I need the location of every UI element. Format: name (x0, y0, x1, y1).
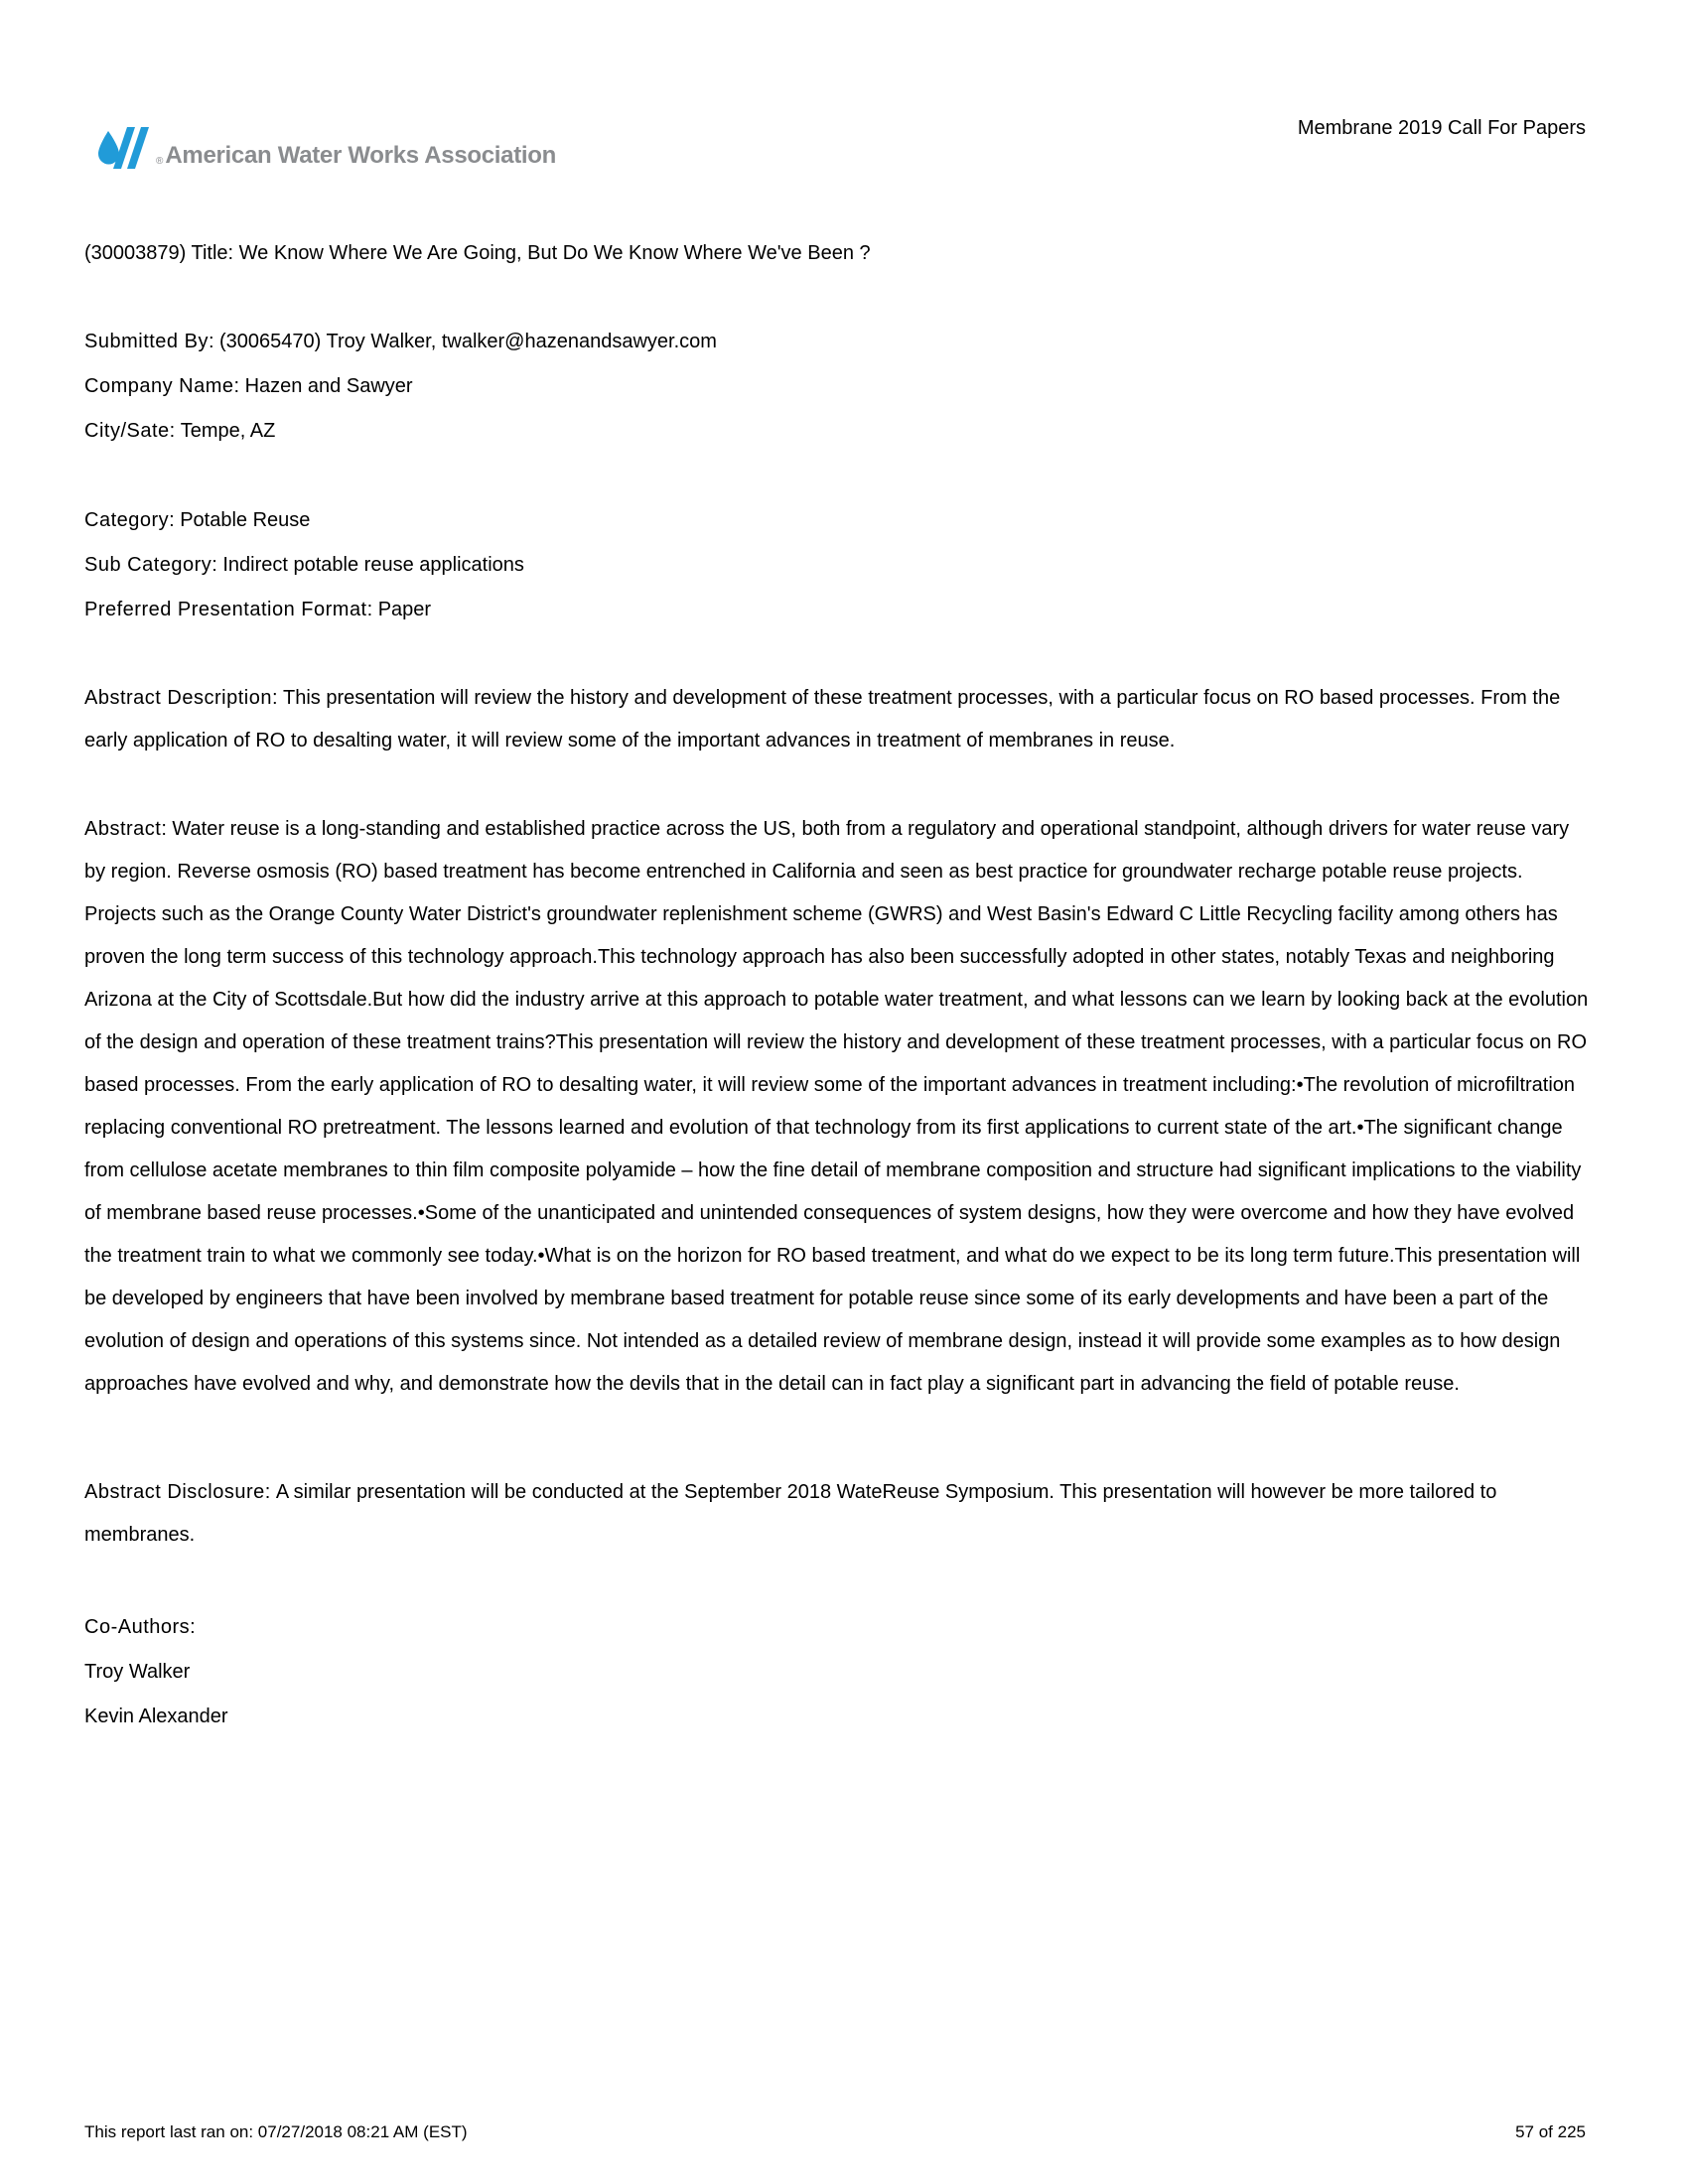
field-city-state (84, 409, 1589, 454)
co-authors-block (84, 1605, 1589, 1739)
abstract-text: Water reuse is a long-standing and established practice across the US, both from a regulatory and operational standpoint, although drivers for water reuse vary by region. Reverse osmosis (RO) based treatment has become entrenched in California and seen as best practice for groundwater recharge potable reuse projects. Projects such as the Orange County Water District's groundwater replenishment scheme (GWRS) and West Basin's Edward C Little Recycling facility among others has proven the long term success of this technology approach.This technology approach has also been successfully adopted in other states, notably Texas and neighboring Arizona at the City of Scottsdale.But how did the industry arrive at this approach to potable water treatment, and what lessons can we learn by looking back at the evolution of the design and operation of these treatment trains?This presentation will review the history and development of these treatment processes, with a particular focus on RO based processes. From the early application of RO to desalting water, it will review some of the important advances in treatment including:•The revolution of microfiltration replacing conventional RO pretreatment. The lessons learned and evolution of that technology from its first applications to current state of the art.•The significant change from cellulose acetate membranes to thin film composite polyamide – how the fine detail of membrane composition and structure had significant implications to the viability of membrane based reuse processes.•Some of the unanticipated and unintended consequences of system designs, how they were overcome and how they have evolved the treatment train to what we commonly see today.•What is on the horizon for RO based treatment, and what do we expect to be its long term future.This presentation will be developed by engineers that have been involved by membrane based treatment for potable reuse since some of its early developments and have been a part of the evolution of design and operations of this systems since. Not intended as a detailed review of membrane design, instead it will provide some examples as to how design approaches have evolved and why, and demonstrate how the devils that in the detail can in fact play a significant part in advancing the field of potable reuse. (84, 818, 1589, 1395)
field-presentation-format (84, 588, 1589, 632)
logo-wordmark: American Water Works Association (165, 141, 557, 169)
co-author-name: Troy Walker (84, 1661, 191, 1683)
abstract-disclosure-paragraph (84, 1471, 1589, 1557)
field-label: Submitted By: (84, 331, 215, 352)
co-author-name: Kevin Alexander (84, 1706, 228, 1727)
abstract-paragraph (84, 808, 1589, 1406)
abstract-record (84, 231, 1589, 1784)
field-value: Hazen and Sawyer (244, 375, 413, 397)
field-value: Tempe, AZ (180, 420, 276, 442)
field-label: Sub Category: (84, 554, 218, 576)
abstract-disclosure-text: A similar presentation will be conducted at the September 2018 WateReuse Symposium. This presentation will however be more tailored to membranes. (84, 1481, 1497, 1546)
submission-title-line: (30003879) Title: We Know Where We Are Going, But Do We Know Where We've Been ? (84, 242, 871, 264)
awwa-logo (97, 127, 556, 169)
abstract-label: Abstract: (84, 818, 168, 840)
field-label: City/Sate: (84, 420, 176, 442)
field-value: Potable Reuse (180, 509, 311, 531)
abstract-disclosure-label: Abstract Disclosure: (84, 1481, 271, 1503)
report-last-ran: This report last ran on: 07/27/2018 08:21 AM (EST) (84, 2122, 468, 2141)
field-sub-category (84, 543, 1589, 588)
field-value: Paper (377, 599, 432, 620)
abstract-description-paragraph (84, 677, 1589, 762)
water-drop-icon (97, 127, 155, 169)
abstract-description-text: This presentation will review the history and development of these treatment processes, with a particular focus on RO based processes. From the early application of RO to desalting water, it will review some of the important advances in treatment of membranes in reuse. (84, 687, 1561, 751)
category-block (84, 498, 1589, 632)
field-value: Indirect potable reuse applications (222, 554, 524, 576)
submitter-block (84, 320, 1589, 454)
report-title: Membrane 2019 Call For Papers (1297, 117, 1586, 139)
field-label: Company Name: (84, 375, 240, 397)
co-authors-label: Co-Authors: (84, 1616, 197, 1638)
field-company-name (84, 364, 1589, 409)
field-label: Category: (84, 509, 176, 531)
field-label: Preferred Presentation Format: (84, 599, 373, 620)
field-value: (30065470) Troy Walker, twalker@hazenandsawyer.com (219, 331, 717, 352)
field-category (84, 498, 1589, 543)
registered-mark: ® (156, 156, 164, 167)
field-submitted-by (84, 320, 1589, 364)
page-number: 57 of 225 (1515, 2122, 1586, 2141)
abstract-description-label: Abstract Description: (84, 687, 279, 709)
